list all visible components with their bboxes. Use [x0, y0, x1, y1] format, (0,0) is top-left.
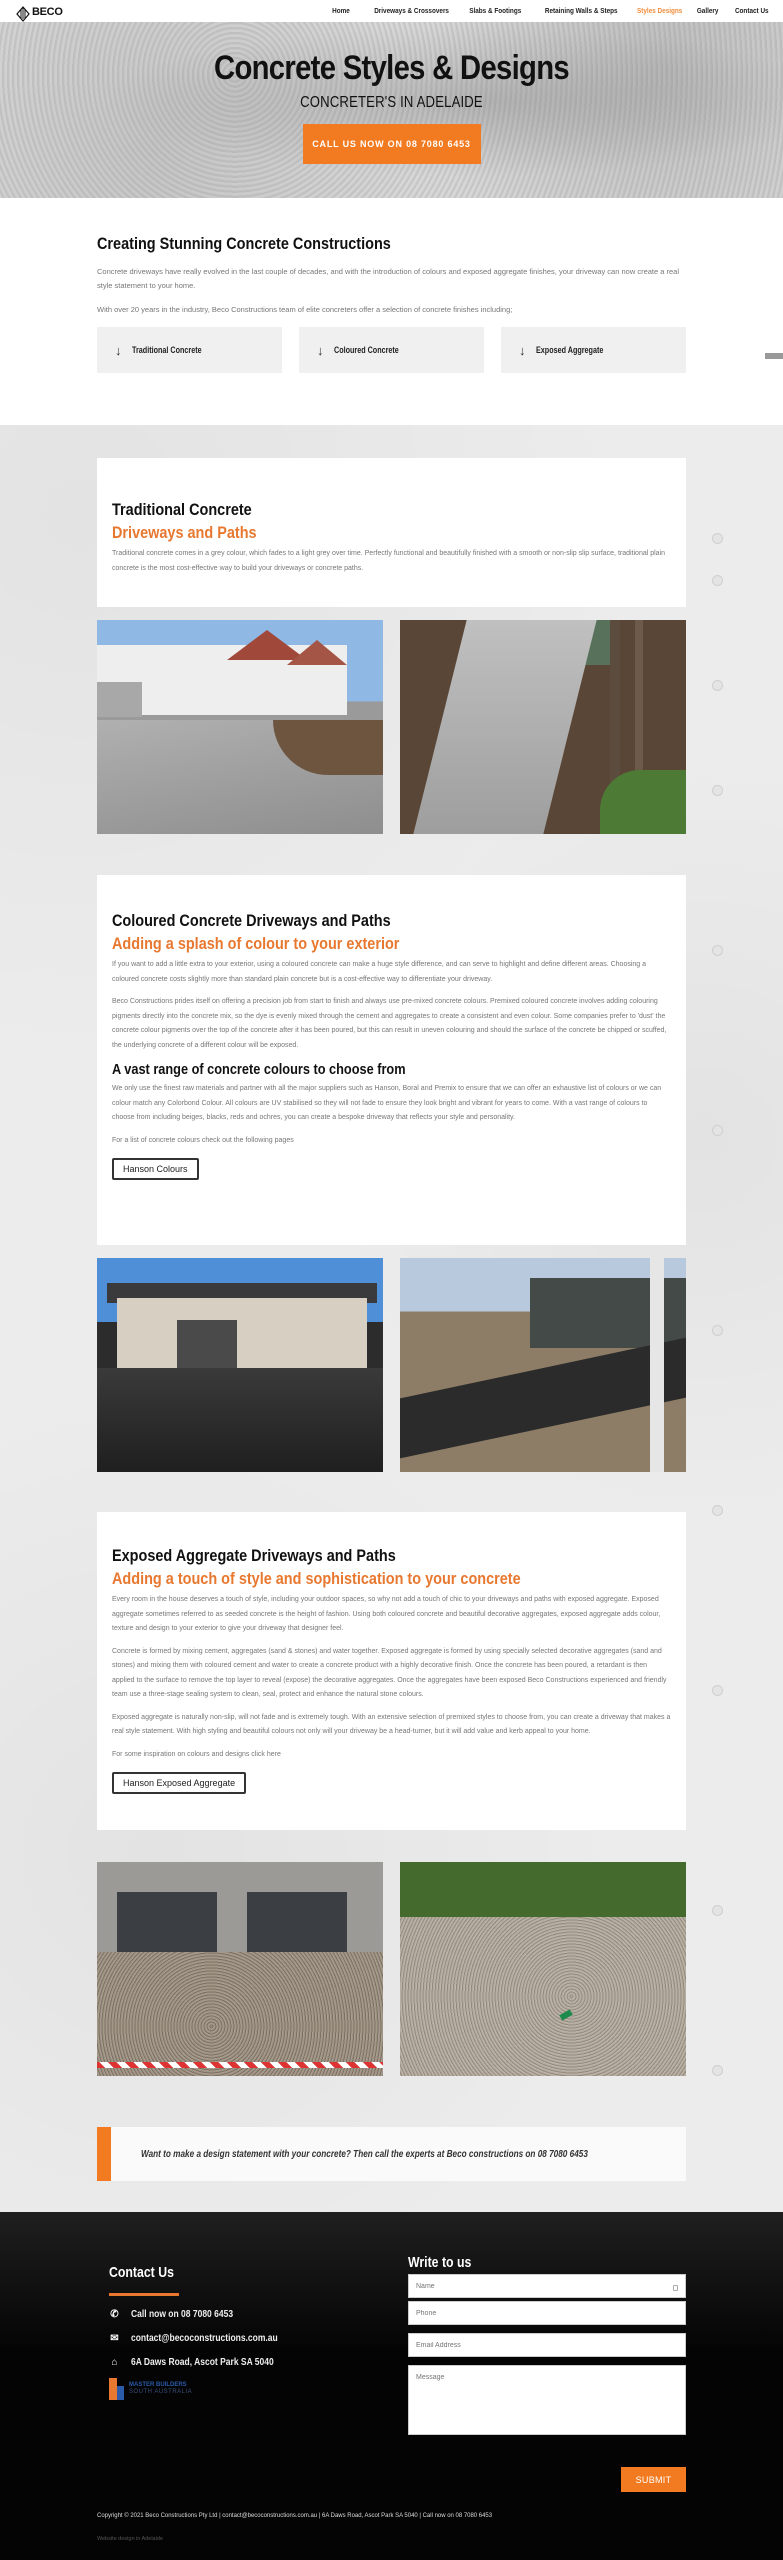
arrow-down-icon: ↓	[115, 342, 122, 358]
title-underline	[109, 2293, 179, 2296]
arrow-down-icon: ↓	[317, 342, 324, 358]
hero-banner	[0, 22, 783, 198]
photo-exposed-driveway	[97, 1862, 383, 2076]
decorative-circle-icon	[712, 1325, 723, 1336]
autofill-icon[interactable]	[673, 2285, 678, 2291]
badge-line2: SOUTH AUSTRALIA	[129, 2389, 193, 2395]
section-paragraph: If you want to add a little extra to your exterior, using a coloured concrete can make a huge style difference, and can serve to highlight and define different areas. Choosing a coloured concrete costs slightly more than standard plain concrete but is a cost-effective way to differentiate your driveway.	[112, 961, 647, 983]
decorative-circle-icon	[712, 2065, 723, 2076]
exposed-photos	[97, 1862, 686, 2076]
form-title: Write to us	[408, 2254, 472, 2271]
logo-mark-icon	[16, 6, 30, 22]
section-paragraph: Exposed aggregate is naturally non-slip, will not fade and is extremely tough. With an extensive selection of premixed styles to choose from, you can create a driveway that makes a real style statement. With high styling and beautiful colours not only will your driveway be a head-turner, but it will add value and kerb appeal to your home.	[112, 1713, 671, 1735]
jump-coloured-concrete[interactable]	[299, 327, 484, 373]
logo-name: BECO	[32, 6, 63, 18]
cta-accent-bar	[97, 2127, 111, 2181]
badge-line1: MASTER BUILDERS	[129, 2382, 187, 2389]
section-title: Coloured Concrete Driveways and Paths	[112, 911, 391, 930]
submit-button[interactable]: SUBMIT	[621, 2467, 686, 2492]
intro-paragraph: Concrete driveways have really evolved in the last couple of decades, and with the introduction of colours and exposed aggregate finishes, your driveway can now create a real style statement to your home.	[97, 267, 680, 290]
photo-coloured-path	[400, 1258, 686, 1472]
hero-subtitle: CONCRETER'S IN ADELAIDE	[300, 94, 483, 111]
contact-email-text: contact@becoconstructions.com.au	[131, 2333, 278, 2344]
traditional-concrete-card	[97, 458, 686, 607]
contact-form	[408, 2254, 686, 2485]
section-subheading: A vast range of concrete colours to choose from	[112, 1061, 406, 1078]
site-footer	[0, 2212, 783, 2560]
section-paragraph: Traditional concrete comes in a grey colour, which fades to a light grey over time. Perfectly functional and beautifully finished with a smooth or non-slip slip surface, traditional plain concrete is the most cost-effective way to build your driveways or concrete paths.	[112, 550, 666, 572]
photo-exposed-surface	[400, 1862, 686, 2076]
section-paragraph: Every room in the house deserves a touch of style, including your outdoor spaces, so why not add a touch of chic to your driveways and paths with exposed aggregate. Exposed aggregate sometimes referred to as seeded concrete is the height of fashion. Using both coloured concrete and beautiful decorative aggregates, exposed aggregate adds colour, texture and design to your exterior to give your driveway that designer feel.	[112, 1596, 661, 1632]
arrow-down-icon: ↓	[519, 342, 526, 358]
nav-driveways-crossovers[interactable]: Driveways & Crossovers	[373, 6, 449, 15]
traditional-photos	[97, 620, 686, 834]
coloured-concrete-card	[97, 875, 686, 1245]
decorative-circle-icon	[712, 680, 723, 691]
name-field[interactable]	[408, 2274, 686, 2298]
phone-icon: ✆	[110, 2309, 119, 2320]
footer-contact-title: Contact Us	[109, 2264, 174, 2281]
decorative-circle-icon	[712, 785, 723, 796]
page-title: Concrete Styles & Designs	[214, 49, 569, 87]
decorative-circle-icon	[712, 1905, 723, 1916]
section-subtitle: Adding a touch of style and sophistication to your concrete	[112, 1569, 521, 1588]
decorative-circle-icon	[712, 1125, 723, 1136]
photo-traditional-driveway	[97, 620, 383, 834]
hanson-colours-button[interactable]: Hanson Colours	[112, 1158, 199, 1180]
section-paragraph: For a list of concrete colours check out the following pages	[112, 1136, 294, 1144]
styles-content	[0, 425, 783, 2212]
photo-coloured-driveway	[97, 1258, 383, 1472]
contact-email[interactable]	[109, 2333, 304, 2344]
decorative-circle-icon	[712, 575, 723, 586]
decorative-circle-icon	[712, 945, 723, 956]
photo-traditional-path	[400, 620, 686, 834]
intro-paragraph: With over 20 years in the industry, Beco Constructions team of elite concreters offer a selection of concrete finishes including;	[97, 305, 513, 314]
main-nav	[329, 6, 769, 15]
exposed-aggregate-card	[97, 1512, 686, 1830]
contact-phone-text: Call now on 08 7080 6453	[131, 2309, 234, 2320]
section-paragraph: Beco Constructions prides itself on offering a precision job from start to finish and always use pre-mixed concrete colours. Premixed coloured concrete involves adding colouring pigments directly into the concrete mix, so the dye is evenly mixed through the cement and aggregates to create a consistent and even colour. Some companies prefer to 'dust' the concrete colour pigments over the top of the concrete after it has been poured, but this can result in uneven colouring and should the surface of the concrete be chipped or scuffed, the underlying concrete of a different colour will be exposed.	[112, 998, 667, 1049]
master-builders-logo-icon	[109, 2378, 125, 2400]
contact-address-text: 6A Daws Road, Ascot Park SA 5040	[131, 2357, 274, 2368]
decorative-circle-icon	[712, 1505, 723, 1516]
nav-styles-designs[interactable]: Styles Designs	[636, 6, 682, 15]
section-title: Exposed Aggregate Driveways and Paths	[112, 1546, 396, 1565]
hanson-exposed-aggregate-button[interactable]: Hanson Exposed Aggregate	[112, 1772, 246, 1794]
website-design-credit-link[interactable]: Website design in Adelaide	[97, 2536, 163, 2542]
nav-slabs-footings[interactable]: Slabs & Footings	[468, 6, 522, 15]
jump-traditional-concrete[interactable]	[97, 327, 282, 373]
decorative-circle-icon	[712, 1685, 723, 1696]
intro-title: Creating Stunning Concrete Constructions	[97, 234, 391, 253]
site-header	[0, 0, 783, 22]
intro-section	[0, 198, 783, 425]
nav-contact-us[interactable]: Contact Us	[735, 6, 769, 15]
side-scroll-tab[interactable]	[765, 353, 783, 359]
home-icon: ⌂	[111, 2357, 118, 2368]
message-field[interactable]	[408, 2365, 686, 2435]
jump-label: Exposed Aggregate	[535, 345, 603, 355]
section-subtitle: Driveways and Paths	[112, 523, 257, 542]
coloured-photos	[97, 1258, 686, 1472]
contact-address	[109, 2357, 304, 2368]
section-paragraph: We only use the finest raw materials and partner with all the major suppliers such as Hanson, Boral and Premix to ensure that we can offer an exhaustive list of colours or we can colour match any Colorbond Colour. All colours are UV stabilised so they will not fade to ensure they look bright and vibrant for years to come. With a vast range of colours to choose from including beiges, blacks, reds and ochres, you can create a bespoke driveway that reflects your style and personality.	[112, 1085, 662, 1121]
call-to-action-bar	[97, 2127, 686, 2181]
jump-label: Traditional Concrete	[131, 345, 202, 355]
envelope-icon: ✉	[110, 2333, 119, 2344]
jump-exposed-aggregate[interactable]	[501, 327, 686, 373]
cta-message: Want to make a design statement with your concrete? Then call the experts at Beco constructions on 08 7080 6453	[141, 2148, 588, 2160]
section-subtitle: Adding a splash of colour to your exterior	[112, 934, 400, 953]
section-paragraph: For some inspiration on colours and designs click here	[112, 1750, 281, 1758]
call-now-button[interactable]: CALL US NOW ON 08 7080 6453	[303, 124, 481, 164]
master-builders-badge	[109, 2378, 304, 2400]
contact-phone[interactable]	[109, 2309, 304, 2320]
finish-jump-links	[97, 327, 686, 373]
footer-contact	[109, 2264, 304, 2400]
section-title: Traditional Concrete	[112, 500, 252, 519]
nav-gallery[interactable]: Gallery	[696, 6, 719, 15]
copyright-text: Copyright © 2021 Beco Constructions Pty Ltd | contact@becoconstructions.com.au | 6A Daws Road, Ascot Park SA 5040 | Call now on 08 7080 6453	[97, 2512, 493, 2519]
phone-field[interactable]	[408, 2301, 686, 2325]
section-paragraph: Concrete is formed by mixing cement, aggregates (sand & stones) and water together. Exposed aggregate is formed by using specially selected decorative aggregates (sand and stones) and mixing them with coloured cement and water to create a concrete product with a highly decorative finish. Once the concrete has been poured, a retardant is then applied to the surface to remove the top layer to reveal (expose) the decorative aggregates. Once the aggregates have been exposed Beco Constructions experienced and friendly team use a three-stage sealing system to clean, seal, protect and enhance the natural stone colours.	[112, 1647, 667, 1698]
nav-retaining-walls-steps[interactable]: Retaining Walls & Steps	[544, 6, 618, 15]
nav-home[interactable]: Home	[332, 6, 350, 15]
decorative-circle-icon	[712, 533, 723, 544]
jump-label: Coloured Concrete	[333, 345, 399, 355]
email-field[interactable]	[408, 2333, 686, 2357]
